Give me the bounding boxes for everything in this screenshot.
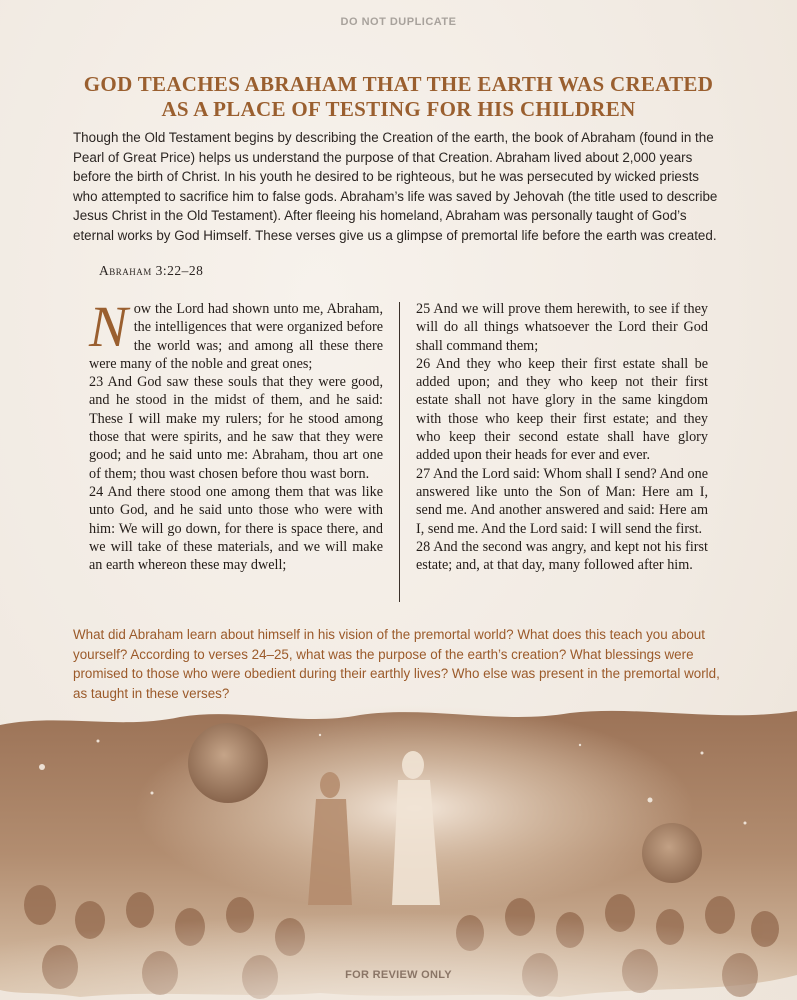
watermark-top: DO NOT DUPLICATE <box>340 16 457 28</box>
intro-paragraph: Though the Old Testament begins by describing the Creation of the earth, the book of Abraham (found in the Pearl of Great Price) helps us understand the purpose of that Creation. Abraham lived about 2,000 years before the birth of Christ. In his youth he desired to be righteous, but he was persecuted by wicked priests who attempted to sacrifice him to false gods. Abraham’s life was saved by Jehovah (the title used to describe Jesus Christ in the Old Testament). After fleeing his homeland, Abraham was personally taught of God’s eternal works by God Himself. These verses give us a glimpse of premortal life before the earth was created. <box>73 130 718 243</box>
verse-27: 27 And the Lord said: Whom shall I send? And one answered like unto the Son of Man: Here am I, send me. And another answered and said: Here am I, send me. And the Lord said: I will send the first. <box>416 465 708 537</box>
verse-28: 28 And the second was angry, and kept not his first estate; and, at that day, many followed after him. <box>416 538 708 574</box>
verse-25: 25 And we will prove them herewith, to see if they will do all things whatsoever the Lord their God shall command them; <box>416 301 708 354</box>
column-divider <box>399 302 400 602</box>
verse-22-text: ow the Lord had shown unto me, Abraham, the intelligences that were organized before the world was; and among all these there were many of the noble and great ones; <box>89 301 383 372</box>
page-title <box>0 72 797 122</box>
verse-23: 23 And God saw these souls that they were good, and he stood in the midst of them, and he said: These I will make my rulers; for he stood among those that were spirits, and he saw that they were good; and he said unto me: Abraham, thou art one of them; thou wast chosen before thou wast born. <box>89 374 383 482</box>
verse-24: 24 And there stood one among them that was like unto God, and he said unto those who were with him: We will go down, for there is space there, and we will take of these materials, and we will make an earth whereon these may dwell; <box>89 483 383 574</box>
drop-cap: N <box>89 294 128 359</box>
earth-planet-left <box>188 723 268 803</box>
title-line-1: GOD TEACHES ABRAHAM THAT THE EARTH WAS CREATED <box>83 72 714 96</box>
scripture-column-right <box>416 300 708 574</box>
scripture-reference: Abraham 3:22–28 <box>99 263 204 278</box>
verse-22 <box>89 294 383 373</box>
title-line-2: AS A PLACE OF TESTING FOR HIS CHILDREN <box>161 97 636 121</box>
watermark-bottom: FOR REVIEW ONLY <box>345 969 452 981</box>
reflection-questions: What did Abraham learn about himself in his vision of the premortal world? What does this teach you about yourself? According to verses 24–25, what was the purpose of the earth’s creation? What blessings were promised to those who were obedient during their earthly lives? Who else was present in the premortal world, as taught in these verses? <box>73 627 720 701</box>
scripture-column-left <box>89 294 383 574</box>
verse-26: 26 And they who keep their first estate shall be added upon; and they who keep not their first estate shall not have glory in the same kingdom with those who keep their first estate; and they who keep their second estate shall have glory added upon their heads for ever and ever. <box>416 355 708 464</box>
premortal-council-illustration <box>0 705 797 1000</box>
